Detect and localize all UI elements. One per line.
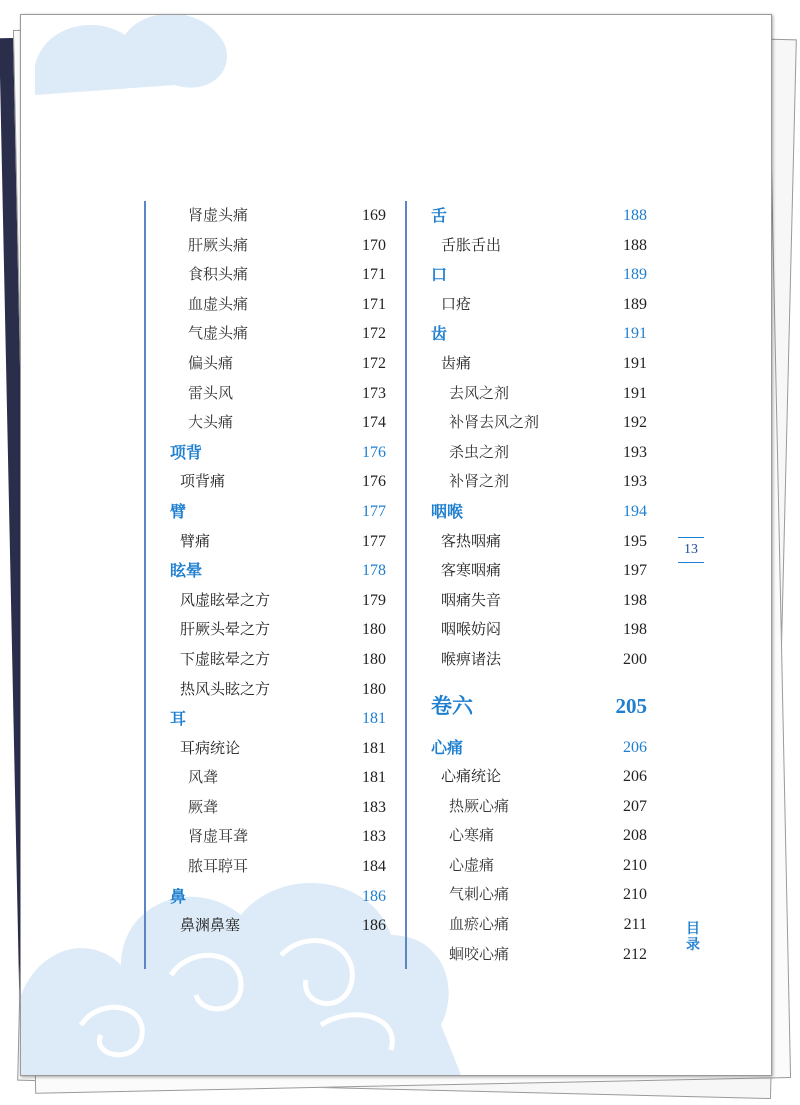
toc-entry[interactable]: [407, 438, 647, 468]
toc-entry-title: 眩晕: [170, 561, 203, 581]
toc-entry-page: 176: [362, 473, 386, 491]
toc-entry-page: 186: [362, 917, 386, 935]
toc-entry-title: 蛔咬心痛: [449, 944, 510, 963]
toc-entry[interactable]: [407, 645, 647, 675]
toc-entry-page: 181: [362, 769, 386, 787]
toc-entry-title: 喉痹诸法: [441, 649, 502, 668]
toc-entry-page: 195: [623, 532, 647, 550]
toc-right-column: [405, 201, 647, 969]
toc-entry[interactable]: [407, 408, 647, 438]
toc-entry-title: 肾虚头痛: [188, 206, 249, 224]
toc-entry-page: 206: [623, 768, 647, 786]
toc-entry-title: 血瘀心痛: [449, 915, 510, 934]
toc-volume-heading[interactable]: [407, 681, 647, 731]
toc-entry-title: 补肾之剂: [449, 472, 510, 491]
toc-entry-title: 心虚痛: [449, 855, 495, 874]
toc-entry-title: 客热咽痛: [441, 531, 502, 550]
toc-category[interactable]: [407, 201, 647, 231]
toc-entry-title: 去风之剂: [449, 383, 510, 402]
toc-entry[interactable]: [146, 586, 386, 616]
toc-category[interactable]: [407, 733, 647, 763]
toc-entry[interactable]: [146, 822, 386, 852]
toc-entry[interactable]: [407, 821, 647, 851]
toc-entry-page: 205: [615, 693, 647, 718]
toc-entry-title: 鼻渊鼻塞: [180, 916, 241, 935]
toc-entry-title: 偏头痛: [188, 353, 234, 372]
toc-category[interactable]: [146, 556, 386, 586]
toc-entry-page: 173: [362, 384, 386, 402]
toc-entry[interactable]: [146, 734, 386, 764]
toc-entry-page: 171: [362, 266, 386, 284]
toc-entry-page: 181: [362, 739, 386, 757]
toc-entry-title: 咽喉: [431, 501, 464, 521]
toc-entry-page: 197: [623, 562, 647, 580]
side-label-char: 录: [686, 937, 700, 953]
toc-entry-title: 齿痛: [441, 353, 472, 372]
toc-entry-title: 气刺心痛: [449, 885, 510, 904]
toc-entry-page: 177: [362, 532, 386, 550]
toc-entry-page: 206: [623, 738, 647, 756]
toc-entry-title: 卷六: [431, 693, 473, 718]
toc-entry[interactable]: [407, 880, 647, 910]
toc-entry[interactable]: [146, 615, 386, 645]
toc-entry-page: 198: [623, 591, 647, 609]
toc-entry-title: 项背: [170, 442, 203, 462]
toc-entry-title: 客寒咽痛: [441, 561, 502, 580]
toc-entry-title: 齿: [431, 324, 448, 344]
toc-category[interactable]: [407, 497, 647, 527]
page-number: 13: [678, 537, 704, 563]
toc-entry-title: 咽痛失音: [441, 590, 502, 609]
toc-entry-title: 耳病统论: [180, 738, 241, 757]
toc-entry[interactable]: [146, 349, 386, 379]
toc-entry[interactable]: [146, 231, 386, 261]
toc-entry[interactable]: [146, 911, 386, 941]
toc-entry-title: 项背痛: [180, 472, 226, 491]
toc-entry-title: 热厥心痛: [449, 796, 510, 815]
toc-entry-page: 171: [362, 295, 386, 313]
toc-entry[interactable]: [407, 586, 647, 616]
toc-entry[interactable]: [146, 852, 386, 882]
toc-entry[interactable]: [146, 645, 386, 675]
toc-entry-page: 208: [623, 827, 647, 845]
toc-entry[interactable]: [407, 467, 647, 497]
toc-entry-page: 189: [623, 266, 647, 284]
toc-entry-page: 180: [362, 650, 386, 668]
toc-entry-page: 180: [362, 680, 386, 698]
toc-entry-page: 174: [362, 414, 386, 432]
toc-entry[interactable]: [407, 792, 647, 822]
toc-entry-page: 191: [623, 384, 647, 402]
side-section-label: [683, 921, 703, 953]
toc-entry-title: 下虚眩晕之方: [180, 649, 271, 668]
toc-entry[interactable]: [407, 851, 647, 881]
toc-entry-title: 鼻: [170, 886, 187, 906]
page-sheet: [20, 14, 772, 1076]
toc-entry-title: 肝厥头晕之方: [180, 620, 271, 639]
toc-entry-title: 雷头风: [188, 383, 234, 402]
toc-entry-title: 心痛统论: [441, 767, 502, 786]
toc-entry-title: 臂痛: [180, 531, 211, 550]
toc-category[interactable]: [407, 260, 647, 290]
toc-entry-title: 肾虚耳聋: [188, 827, 249, 846]
toc-entry-page: 170: [362, 236, 386, 254]
toc-entry-page: 181: [362, 710, 386, 728]
toc-category[interactable]: [146, 438, 386, 468]
toc-entry-title: 舌胀舌出: [441, 235, 502, 254]
toc-entry[interactable]: [146, 763, 386, 793]
toc-category[interactable]: [146, 882, 386, 912]
toc-entry-page: 211: [623, 916, 647, 934]
toc-entry-page: 198: [623, 621, 647, 639]
toc-category[interactable]: [407, 319, 647, 349]
toc-entry-title: 热风头眩之方: [180, 679, 271, 698]
toc-entry-title: 耳: [170, 709, 187, 729]
toc-entry-title: 大头痛: [188, 413, 234, 432]
toc-entry[interactable]: [146, 527, 386, 557]
toc-entry-page: 183: [362, 828, 386, 846]
toc-entry-title: 厥聋: [188, 797, 219, 816]
toc-entry[interactable]: [146, 290, 386, 320]
toc-entry[interactable]: [146, 793, 386, 823]
toc-entry-page: 200: [623, 650, 647, 668]
toc-entry-page: 180: [362, 621, 386, 639]
toc-entry-page: 212: [623, 945, 647, 963]
toc-entry-title: 杀虫之剂: [449, 442, 510, 461]
toc-entry-title: 补肾去风之剂: [449, 413, 540, 432]
toc-entry[interactable]: [146, 379, 386, 409]
toc-entry-page: 172: [362, 354, 386, 372]
toc-entry[interactable]: [146, 675, 386, 705]
toc-entry-title: 咽喉妨闷: [441, 620, 502, 639]
toc-entry-page: 210: [623, 856, 647, 874]
toc-entry[interactable]: [146, 260, 386, 290]
toc-entry-title: 臂: [170, 501, 187, 521]
toc-entry-title: 气虚头痛: [188, 324, 249, 343]
toc-entry-title: 肝厥头痛: [188, 235, 249, 254]
toc-entry-page: 179: [362, 591, 386, 609]
toc-entry-title: 食积头痛: [188, 265, 249, 284]
toc-left-column: [144, 201, 386, 969]
toc-entry[interactable]: [146, 467, 386, 497]
toc-entry-page: 191: [623, 354, 647, 372]
toc-entry[interactable]: [407, 527, 647, 557]
toc-entry[interactable]: [407, 615, 647, 645]
toc-entry-page: 210: [623, 886, 647, 904]
toc-entry-title: 口疮: [441, 294, 472, 313]
toc-entry-page: 184: [362, 858, 386, 876]
toc-entry[interactable]: [146, 201, 386, 231]
toc-entry[interactable]: [407, 231, 647, 261]
toc-entry[interactable]: [146, 408, 386, 438]
toc-category[interactable]: [146, 497, 386, 527]
toc-entry-page: 183: [362, 798, 386, 816]
toc-entry-page: 176: [362, 443, 386, 461]
toc-entry-page: 191: [623, 325, 647, 343]
toc-entry-title: 舌: [431, 206, 448, 225]
toc-entry-page: 192: [623, 414, 647, 432]
toc-entry-page: 186: [362, 887, 386, 905]
top-cloud-decoration: [35, 14, 235, 95]
toc-entry-page: 188: [623, 207, 647, 224]
toc-entry-title: 风聋: [188, 768, 219, 787]
toc-entry-page: 193: [623, 473, 647, 491]
toc-entry-page: 194: [623, 502, 647, 520]
toc-entry-title: 血虚头痛: [188, 294, 249, 313]
toc-entry-page: 193: [623, 443, 647, 461]
toc-entry-page: 172: [362, 325, 386, 343]
toc-entry[interactable]: [407, 349, 647, 379]
toc-entry-page: 189: [623, 295, 647, 313]
toc-entry[interactable]: [407, 910, 647, 940]
toc-entry[interactable]: [146, 319, 386, 349]
toc-entry[interactable]: [407, 379, 647, 409]
toc-entry[interactable]: [407, 762, 647, 792]
toc-entry[interactable]: [407, 556, 647, 586]
toc-entry-page: 207: [623, 797, 647, 815]
toc-entry-page: 169: [362, 207, 386, 224]
toc-entry[interactable]: [407, 290, 647, 320]
toc-entry-page: 188: [623, 236, 647, 254]
toc-entry-page: 177: [362, 502, 386, 520]
toc-entry-title: 口: [431, 265, 448, 285]
toc-entry-title: 脓耳聤耳: [188, 857, 249, 876]
toc-entry-title: 心寒痛: [449, 826, 495, 845]
toc-entry-title: 心痛: [431, 737, 464, 757]
side-label-char: 目: [686, 921, 700, 937]
toc-entry[interactable]: [407, 940, 647, 970]
toc-entry-page: 178: [362, 562, 386, 580]
toc-category[interactable]: [146, 704, 386, 734]
toc-entry-title: 风虚眩晕之方: [180, 590, 271, 609]
